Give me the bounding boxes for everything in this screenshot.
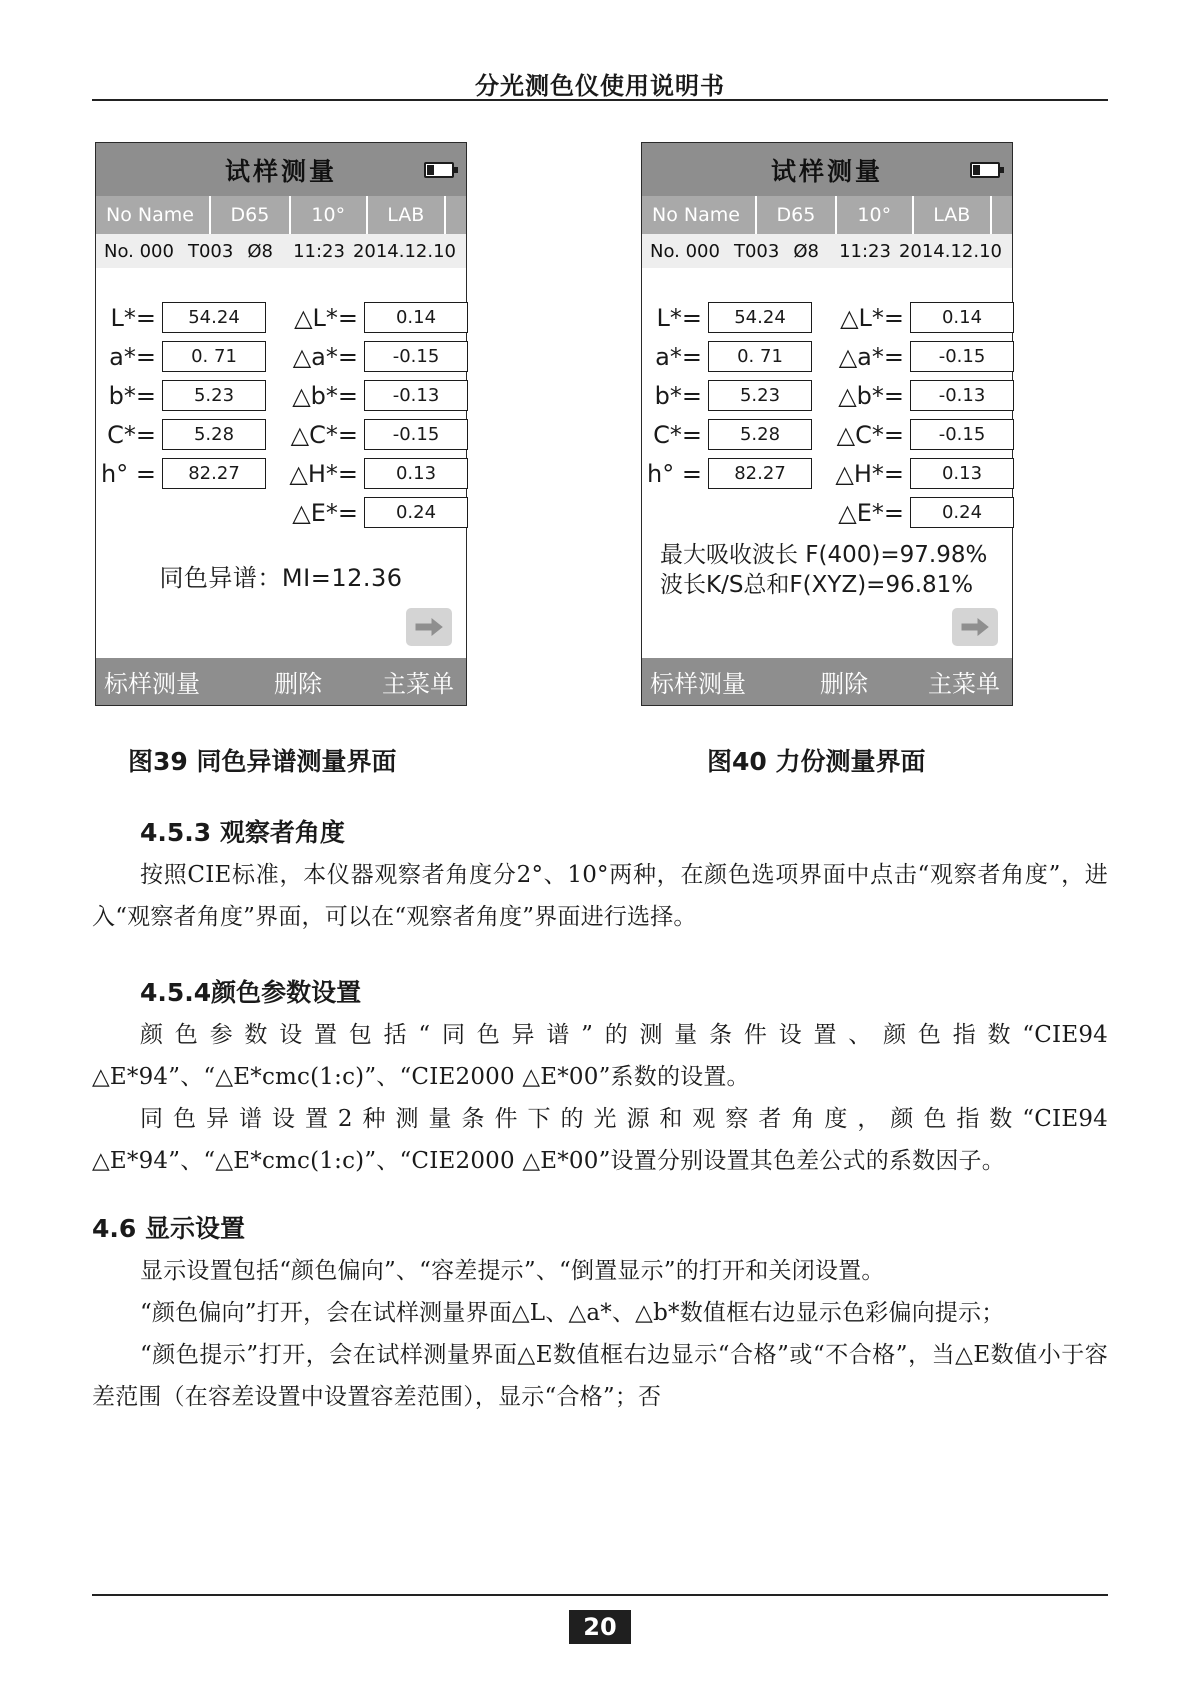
paragraph-4-5-3-1: 按照CIE标准，本仪器观察者角度分2°、10°两种，在颜色选项界面中点击“观察者角度”，进入“观察者角度”界面，可以在“观察者角度”界面进行选择。 xyxy=(92,862,1108,930)
label-delta-H: △H*= xyxy=(835,459,904,488)
device-screenshot-right xyxy=(641,142,1013,706)
condition-illuminant[interactable]: D65 xyxy=(757,196,837,234)
value-C: 5.28 xyxy=(708,419,812,450)
condition-colorspace[interactable]: LAB xyxy=(368,196,446,234)
value-delta-L: 0.14 xyxy=(364,302,468,333)
label-delta-L: △L*= xyxy=(840,303,904,332)
label-L: L*= xyxy=(110,303,156,332)
label-delta-b: △b*= xyxy=(292,381,358,410)
sample-number: No. 000 xyxy=(104,240,174,262)
toolbar-standard-measure[interactable]: 标样测量 xyxy=(650,670,746,698)
value-a: 0. 71 xyxy=(708,341,812,372)
paragraph-gap xyxy=(92,938,1108,972)
battery-icon xyxy=(970,162,1000,178)
paragraph-gap xyxy=(92,1182,1108,1208)
toolbar-delete[interactable]: 删除 xyxy=(820,670,868,698)
condition-observer[interactable]: 10° xyxy=(291,196,368,234)
device-title: 试样测量 xyxy=(770,156,883,186)
label-delta-E: △E*= xyxy=(292,498,358,527)
value-delta-E: 0.24 xyxy=(364,497,468,528)
value-delta-a: -0.15 xyxy=(910,341,1014,372)
value-a: 0. 71 xyxy=(162,341,266,372)
sample-info-row xyxy=(96,234,466,268)
color-values-grid xyxy=(101,302,454,528)
toolbar-delete[interactable]: 删除 xyxy=(274,670,322,698)
sample-info-row xyxy=(642,234,1012,268)
label-delta-H: △H*= xyxy=(289,459,358,488)
value-delta-a: -0.15 xyxy=(364,341,468,372)
header-divider xyxy=(92,99,1108,101)
figure-caption-40: 图40 力份测量界面 xyxy=(707,747,926,776)
value-delta-E: 0.24 xyxy=(910,497,1014,528)
condition-observer[interactable]: 10° xyxy=(837,196,914,234)
target-number: T003 xyxy=(733,240,780,262)
value-h: 82.27 xyxy=(162,458,266,489)
max-absorption-wavelength-line: 最大吸收波长 F(400)=97.98% xyxy=(660,542,988,568)
figure-caption-39: 图39 同色异谱测量界面 xyxy=(128,747,397,776)
device-screen-body xyxy=(642,268,1012,658)
label-delta-a: △a*= xyxy=(292,342,358,371)
paragraph-4-6-1: 显示设置包括“颜色偏向”、“容差提示”、“倒置显示”的打开和关闭设置。 xyxy=(140,1258,885,1284)
figure-group xyxy=(0,142,1200,722)
device-toolbar xyxy=(642,658,1012,705)
value-L: 54.24 xyxy=(708,302,812,333)
condition-bar xyxy=(642,196,1012,234)
label-delta-C: △C*= xyxy=(836,420,904,449)
condition-name[interactable]: No Name xyxy=(96,196,211,234)
condition-illuminant[interactable]: D65 xyxy=(211,196,291,234)
strength-result-lines xyxy=(654,540,1000,601)
arrow-right-icon[interactable] xyxy=(406,608,452,646)
value-delta-b: -0.13 xyxy=(910,380,1014,411)
arrow-right-icon[interactable] xyxy=(952,608,998,646)
value-b: 5.23 xyxy=(162,380,266,411)
paragraph-4-6-2: “颜色偏向”打开，会在试样测量界面△L、△a*、△b*数值框右边显示色彩偏向提示； xyxy=(140,1300,1005,1326)
paragraph-4-5-4-2: 同色异谱设置2种测量条件下的光源和观察者角度，颜色指数“CIE94 △E*94”、“△E*cmc(1:c)”、“CIE2000 △E*00”设置分别设置其色差公式的系数因子。 xyxy=(92,1106,1108,1174)
section-heading-4-6: 4.6 显示设置 xyxy=(92,1214,245,1243)
label-delta-C: △C*= xyxy=(290,420,358,449)
label-h: h° = xyxy=(101,459,156,488)
value-delta-C: -0.15 xyxy=(910,419,1014,450)
running-head: 分光测色仪使用说明书 xyxy=(475,72,725,100)
label-L: L*= xyxy=(656,303,702,332)
label-C: C*= xyxy=(107,420,156,449)
value-C: 5.28 xyxy=(162,419,266,450)
label-b: b*= xyxy=(654,381,702,410)
measure-date: 2014.12.10 xyxy=(352,240,456,262)
toolbar-standard-measure[interactable]: 标样测量 xyxy=(104,670,200,698)
aperture-size: Ø8 xyxy=(247,240,273,262)
condition-colorspace[interactable]: LAB xyxy=(914,196,992,234)
label-delta-E: △E*= xyxy=(838,498,904,527)
target-number: T003 xyxy=(187,240,234,262)
page-number: 20 xyxy=(569,1610,630,1644)
value-L: 54.24 xyxy=(162,302,266,333)
label-b: b*= xyxy=(108,381,156,410)
label-delta-L: △L*= xyxy=(294,303,358,332)
device-toolbar xyxy=(96,658,466,705)
label-C: C*= xyxy=(653,420,702,449)
label-delta-a: △a*= xyxy=(838,342,904,371)
sample-number: No. 000 xyxy=(650,240,720,262)
section-heading-4-5-4: 4.5.4颜色参数设置 xyxy=(140,978,362,1007)
paragraph-4-5-4-1: 颜色参数设置包括“同色异谱”的测量条件设置、颜色指数“CIE94 △E*94”、“△E*cmc(1:c)”、“CIE2000 △E*00”系数的设置。 xyxy=(92,1022,1108,1090)
value-delta-b: -0.13 xyxy=(364,380,468,411)
device-screenshot-left xyxy=(95,142,467,706)
measure-date: 2014.12.10 xyxy=(898,240,1002,262)
device-title-bar xyxy=(642,143,1012,196)
paragraph-4-6-3: “颜色提示”打开，会在试样测量界面△E数值框右边显示“合格”或“不合格”，当△E数值小于容差范围（在容差设置中设置容差范围），显示“合格”；否 xyxy=(92,1342,1108,1410)
footer-divider xyxy=(92,1594,1108,1596)
page-number-container xyxy=(0,1610,1200,1644)
value-b: 5.23 xyxy=(708,380,812,411)
device-title: 试样测量 xyxy=(224,156,337,186)
device-screen-body xyxy=(96,268,466,658)
label-a: a*= xyxy=(655,342,702,371)
measure-time: 11:23 xyxy=(839,240,891,262)
aperture-size: Ø8 xyxy=(793,240,819,262)
section-heading-4-5-3: 4.5.3 观察者角度 xyxy=(140,818,345,847)
value-delta-L: 0.14 xyxy=(910,302,1014,333)
condition-bar xyxy=(96,196,466,234)
label-h: h° = xyxy=(647,459,702,488)
measure-time: 11:23 xyxy=(293,240,345,262)
condition-empty xyxy=(992,196,1012,234)
ks-sum-line: 波长K/S总和F(XYZ)=96.81% xyxy=(660,572,974,599)
condition-empty xyxy=(446,196,466,234)
label-delta-b: △b*= xyxy=(838,381,904,410)
value-delta-C: -0.15 xyxy=(364,419,468,450)
toolbar-main-menu[interactable]: 主菜单 xyxy=(928,670,1000,698)
condition-name[interactable]: No Name xyxy=(642,196,757,234)
label-a: a*= xyxy=(109,342,156,371)
device-title-bar xyxy=(96,143,466,196)
toolbar-main-menu[interactable]: 主菜单 xyxy=(382,670,454,698)
value-delta-H: 0.13 xyxy=(364,458,468,489)
battery-icon xyxy=(424,162,454,178)
body-content xyxy=(92,812,1108,1418)
metamerism-index-line: 同色异谱：MI=12.36 xyxy=(159,564,403,592)
color-values-grid xyxy=(647,302,1000,528)
value-h: 82.27 xyxy=(708,458,812,489)
value-delta-H: 0.13 xyxy=(910,458,1014,489)
